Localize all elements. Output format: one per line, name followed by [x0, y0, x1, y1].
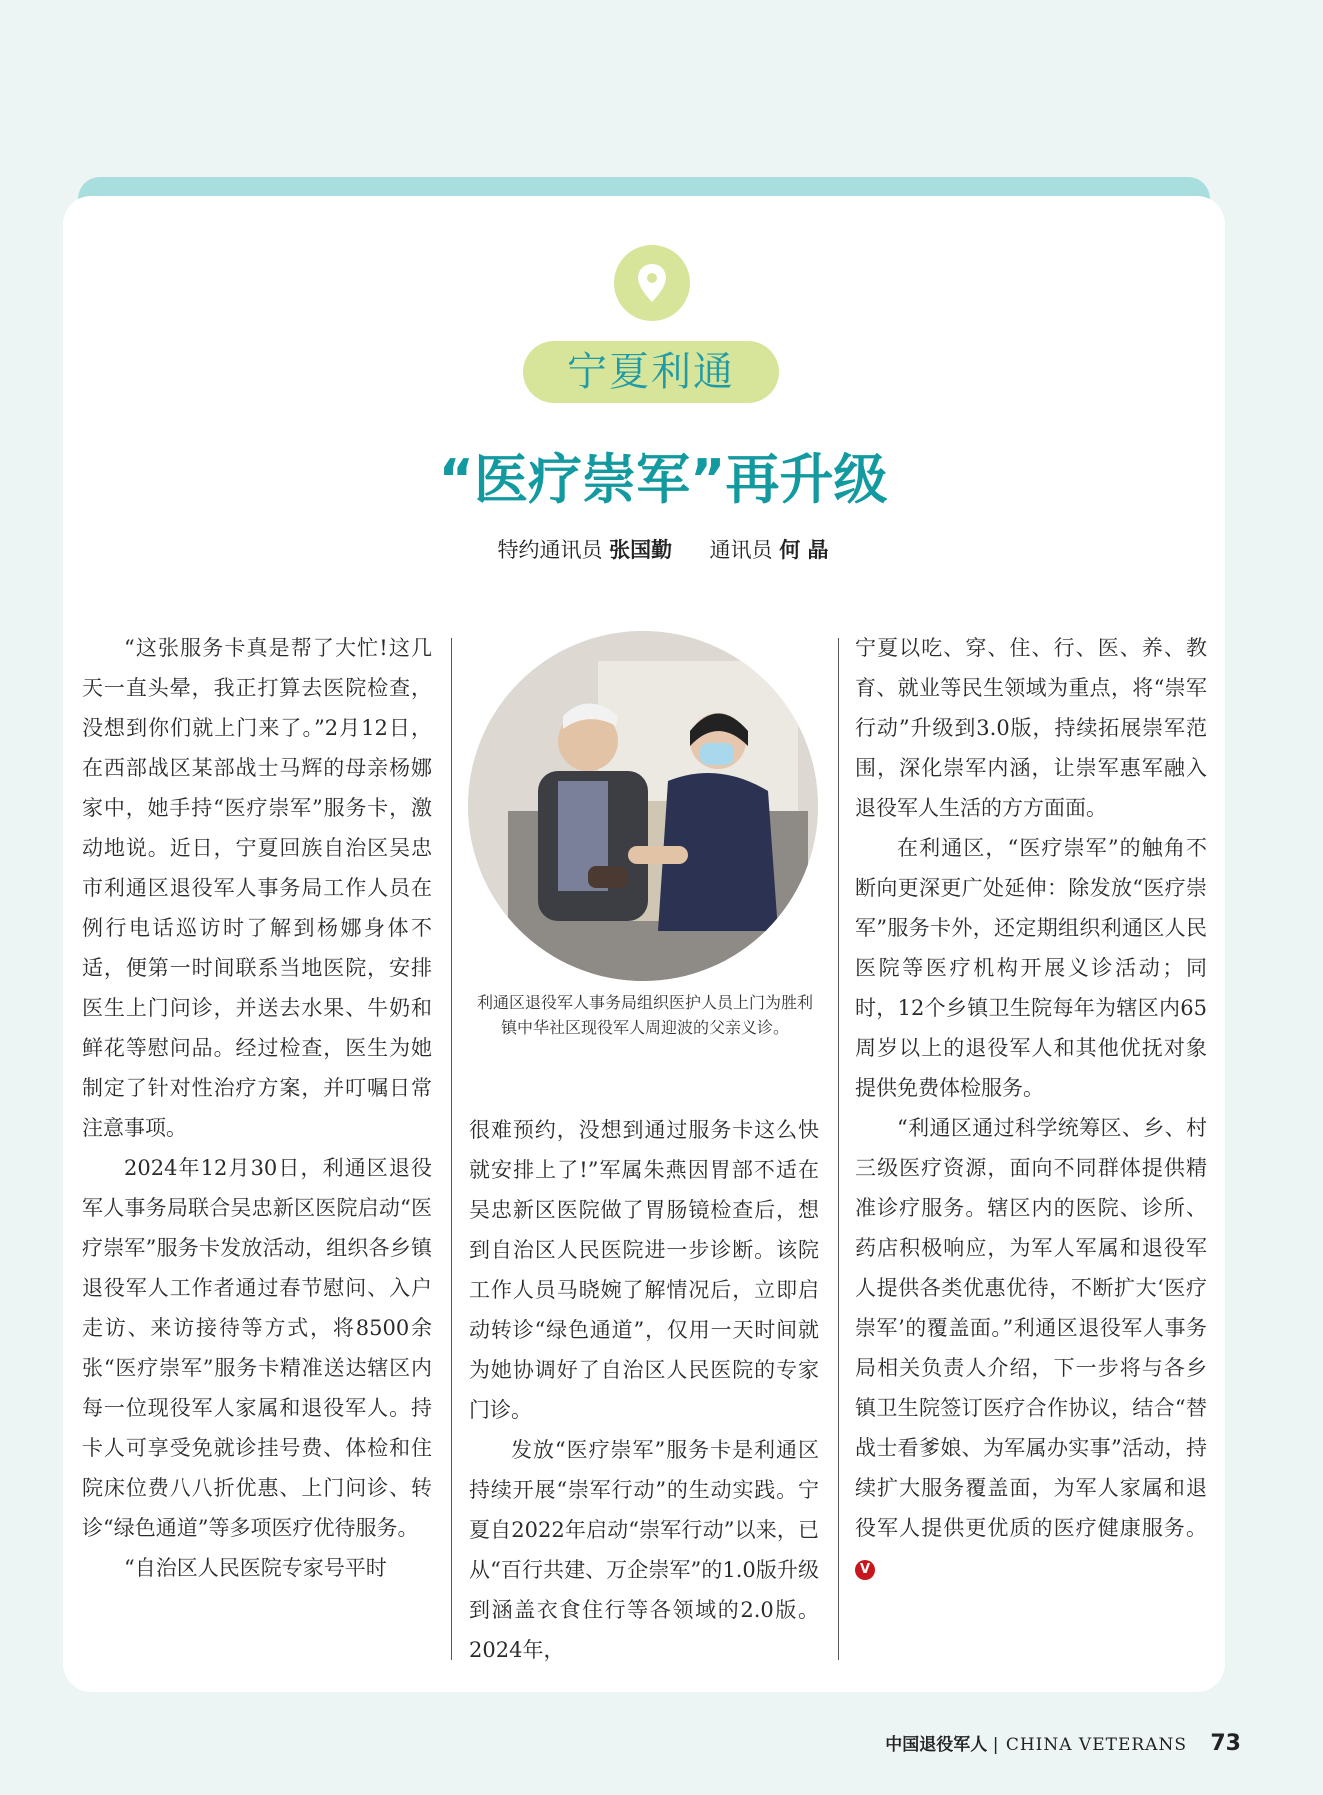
article-column-3	[855, 628, 1207, 1664]
article-headline: “医疗崇军”再升级	[438, 448, 888, 511]
page-number: 73	[1210, 1731, 1241, 1756]
page-footer	[885, 1730, 1241, 1756]
paragraph: 2024年12月30日，利通区退役军人事务局联合吴忠新区医院启动“医疗崇军”服务卡发放活动，组织各乡镇退役军人工作者通过春节慰问、入户走访、来访接待等方式，将8500余张“医疗崇军”服务卡精准送达辖区内每一位现役军人家属和退役军人。持卡人可享受免就诊挂号费、体检和住院床位费八八折优惠、上门问诊、转诊“绿色通道”等多项医疗优待服务。	[82, 1156, 432, 1540]
article-column-1	[82, 628, 432, 1664]
article-photo	[468, 631, 818, 981]
magazine-name-cn: 中国退役军人	[885, 1735, 988, 1755]
byline	[263, 533, 1063, 567]
photo-caption: 利通区退役军人事务局组织医护人员上门为胜利镇中华社区现役军人周迎波的父亲义诊。	[476, 993, 813, 1037]
article-column-2	[469, 1110, 819, 1662]
column-divider	[838, 638, 839, 1660]
byline-name-1: 张国勤	[609, 538, 673, 562]
paragraph: 发放“医疗崇军”服务卡是利通区持续开展“崇军行动”的生动实践。宁夏自2022年启动“崇军行动”以来，已从“百行共建、万企崇军”的1.0版升级到涵盖衣食住行等各领域的2.0版。2024年，	[469, 1438, 819, 1662]
end-mark-icon: V	[855, 1560, 875, 1580]
paragraph: 很难预约，没想到通过服务卡这么快就安排上了!”军属朱燕因胃部不适在吴忠新区医院做了胃肠镜检查后，想到自治区人民医院进一步诊断。该院工作人员马晓婉了解情况后，立即启动转诊“绿色通道”，仅用一天时间就为她协调好了自治区人民医院的专家门诊。	[469, 1118, 819, 1422]
byline-role-2: 通讯员	[709, 538, 773, 562]
byline-role-1: 特约通讯员	[497, 538, 603, 562]
paragraph-text: “利通区通过科学统筹区、乡、村三级医疗资源，面向不同群体提供精准诊疗服务。辖区内的医院、诊所、药店积极响应，为军人军属和退役军人提供各类优惠优待，不断扩大‘医疗崇军’的覆盖面。”利通区退役军人事务局相关负责人介绍，下一步将与各乡镇卫生院签订医疗合作协议，结合“替战士看爹娘、为军属办实事”活动，持续扩大服务覆盖面，为军人家属和退役军人提供更优质的医疗健康服务。	[855, 1116, 1207, 1540]
location-tag: 宁夏利通	[523, 341, 779, 403]
column-divider	[451, 638, 452, 1660]
paragraph: “自治区人民医院专家号平时	[124, 1556, 387, 1580]
paragraph: 宁夏以吃、穿、住、行、医、养、教育、就业等民生领域为重点，将“崇军行动”升级到3.0版，持续拓展崇军范围，深化崇军内涵，让崇军惠军融入退役军人生活的方方面面。	[855, 636, 1207, 820]
magazine-name-en: CHINA VETERANS	[1005, 1735, 1187, 1755]
footer-separator: |	[992, 1735, 999, 1755]
paragraph: “这张服务卡真是帮了大忙!这几天一直头晕，我正打算去医院检查，没想到你们就上门来了。”2月12日，在西部战区某部战士马辉的母亲杨娜家中，她手持“医疗崇军”服务卡，激动地说。近日，宁夏回族自治区吴忠市利通区退役军人事务局工作人员在例行电话巡访时了解到杨娜身体不适，便第一时间联系当地医院，安排医生上门问诊，并送去水果、牛奶和鲜花等慰问品。经过检查，医生为她制定了针对性治疗方案，并叮嘱日常注意事项。	[82, 636, 432, 1140]
paragraph: 在利通区，“医疗崇军”的触角不断向更深更广处延伸：除发放“医疗崇军”服务卡外，还定期组织利通区人民医院等医疗机构开展义诊活动；同时，12个乡镇卫生院每年为辖区内65周岁以上的退役军人和其他优抚对象提供免费体检服务。	[855, 836, 1207, 1100]
byline-name-2: 何 晶	[779, 538, 829, 562]
paragraph	[855, 1108, 1207, 1588]
location-pin-icon	[614, 245, 690, 321]
